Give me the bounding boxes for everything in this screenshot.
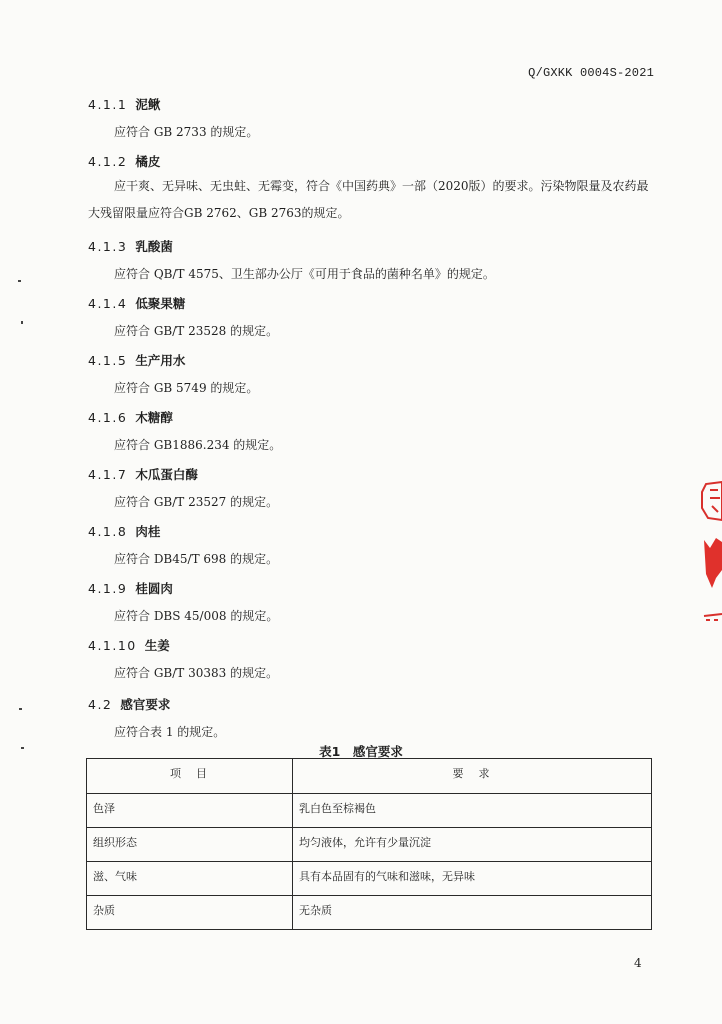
section-heading: 4.1.1 泥鳅 xyxy=(88,97,161,112)
scan-mark xyxy=(18,280,21,282)
scan-mark xyxy=(21,747,24,749)
page-number: 4 xyxy=(634,956,642,970)
section-body: 应符合 GB/T 30383 的规定。 xyxy=(114,666,279,680)
section-body: 应符合 GB1886.234 的规定。 xyxy=(114,438,282,452)
table-cell: 色泽 xyxy=(87,794,293,828)
section-body: 应符合 QB/T 4575、卫生部办公厅《可用于食品的菌种名单》的规定。 xyxy=(114,267,495,281)
table-cell: 滋、气味 xyxy=(87,862,293,896)
table-cell: 组织形态 xyxy=(87,828,293,862)
table-header-row xyxy=(87,759,652,794)
table-row xyxy=(87,828,652,862)
section-heading: 4.1.9 桂圆肉 xyxy=(88,581,173,596)
section-body: 应符合 GB/T 23527 的规定。 xyxy=(114,495,279,509)
document-code: Q/GXKK 0004S-2021 xyxy=(528,66,654,80)
table-row xyxy=(87,896,652,930)
seal-stamp xyxy=(696,478,722,628)
table-header-cell: 项 目 xyxy=(87,759,293,794)
table-cell: 具有本品固有的气味和滋味，无异味 xyxy=(293,862,652,896)
section-heading: 4.1.10 生姜 xyxy=(88,638,170,653)
section-body: 应符合 GB 5749 的规定。 xyxy=(114,381,259,395)
table-header-cell: 要 求 xyxy=(293,759,652,794)
table-cell: 无杂质 xyxy=(293,896,652,930)
section-body: 应干爽、无异味、无虫蛀、无霉变，符合《中国药典》一部（2020版）的要求。污染物限量及农药最大残留限量应符合GB 2762、GB 2763的规定。 xyxy=(88,179,649,220)
scan-mark xyxy=(21,321,23,324)
table-cell: 均匀液体，允许有少量沉淀 xyxy=(293,828,652,862)
table-cell: 乳白色至棕褐色 xyxy=(293,794,652,828)
section-body: 应符合 DBS 45/008 的规定。 xyxy=(114,609,279,623)
table-caption: 表1 感官要求 xyxy=(319,744,403,759)
section-body: 应符合 DB45/T 698 的规定。 xyxy=(114,552,279,566)
section-heading: 4.1.6 木糖醇 xyxy=(88,410,173,425)
section-heading: 4.1.2 橘皮 xyxy=(88,154,161,169)
table-row xyxy=(87,794,652,828)
section-heading: 4.1.4 低聚果糖 xyxy=(88,296,186,311)
section-body: 应符合 GB 2733 的规定。 xyxy=(114,125,259,139)
section-heading: 4.1.3 乳酸菌 xyxy=(88,239,173,254)
scan-mark xyxy=(19,708,22,710)
table-cell: 杂质 xyxy=(87,896,293,930)
section-heading: 4.2 感官要求 xyxy=(88,697,171,712)
sensory-requirements-table xyxy=(86,758,652,930)
section-body: 应符合表 1 的规定。 xyxy=(114,725,226,739)
section-heading: 4.1.7 木瓜蛋白酶 xyxy=(88,467,198,482)
section-heading: 4.1.5 生产用水 xyxy=(88,353,186,368)
table-row xyxy=(87,862,652,896)
section-body: 应符合 GB/T 23528 的规定。 xyxy=(114,324,279,338)
section-heading: 4.1.8 肉桂 xyxy=(88,524,161,539)
